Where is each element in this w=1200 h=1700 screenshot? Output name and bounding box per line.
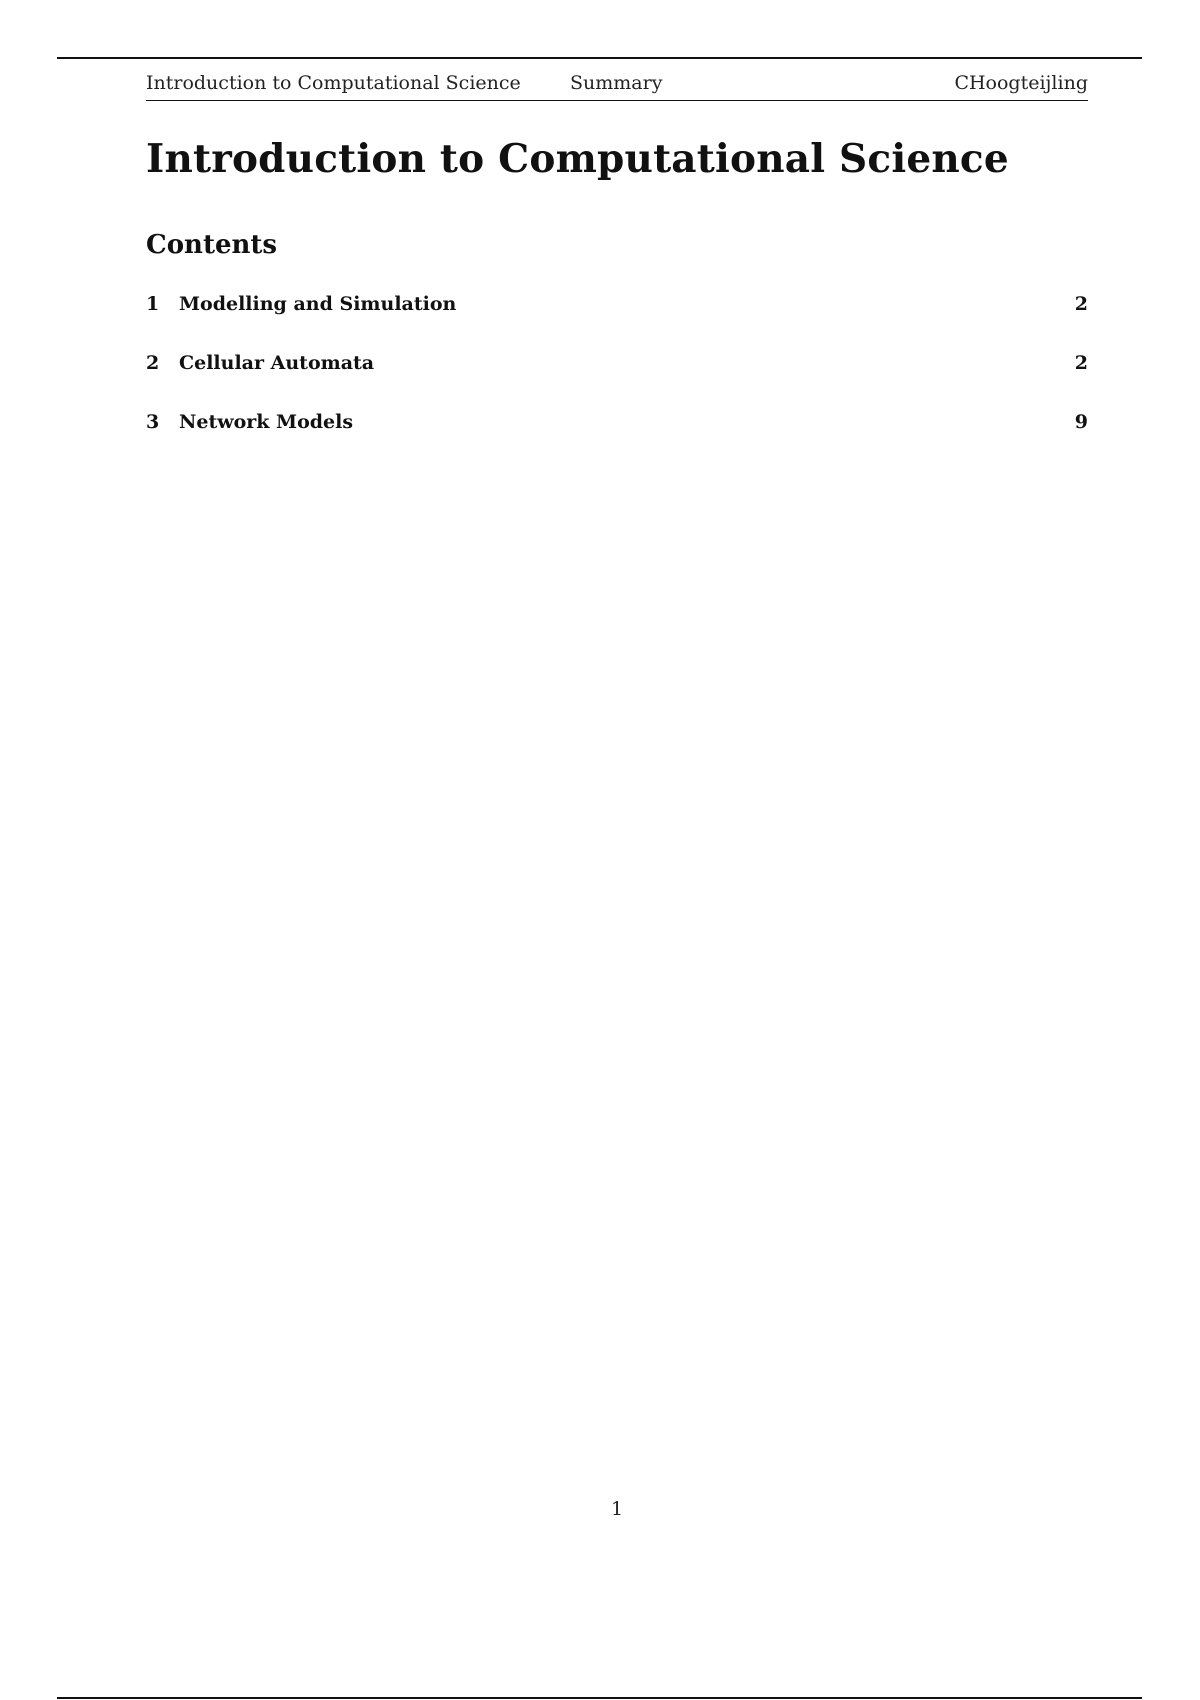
toc-entry-number: 2 [146,352,160,374]
toc-entry-number: 1 [146,293,160,315]
header-author: CHoogteijling [954,72,1088,94]
toc-entry-page: 9 [1074,411,1088,433]
running-header [146,70,1088,101]
toc-entry[interactable] [146,411,1088,470]
contents-heading: Contents [146,230,278,260]
toc-entry[interactable] [146,352,1088,411]
page-bottom-rule [57,1697,1142,1699]
toc-entry-page: 2 [1074,293,1088,315]
toc-entry-page: 2 [1074,352,1088,374]
toc-entry-title[interactable]: Cellular Automata [179,352,375,374]
toc-entry-number: 3 [146,411,160,433]
table-of-contents [146,293,1088,470]
toc-entry[interactable] [146,293,1088,352]
toc-entry-title[interactable]: Modelling and Simulation [179,293,457,315]
header-section: Summary [570,72,663,94]
page-number: 1 [610,1498,624,1520]
page-top-rule [57,57,1142,59]
toc-entry-title[interactable]: Network Models [179,411,354,433]
document-title: Introduction to Computational Science [146,136,1009,182]
header-course-title: Introduction to Computational Science [146,72,521,94]
